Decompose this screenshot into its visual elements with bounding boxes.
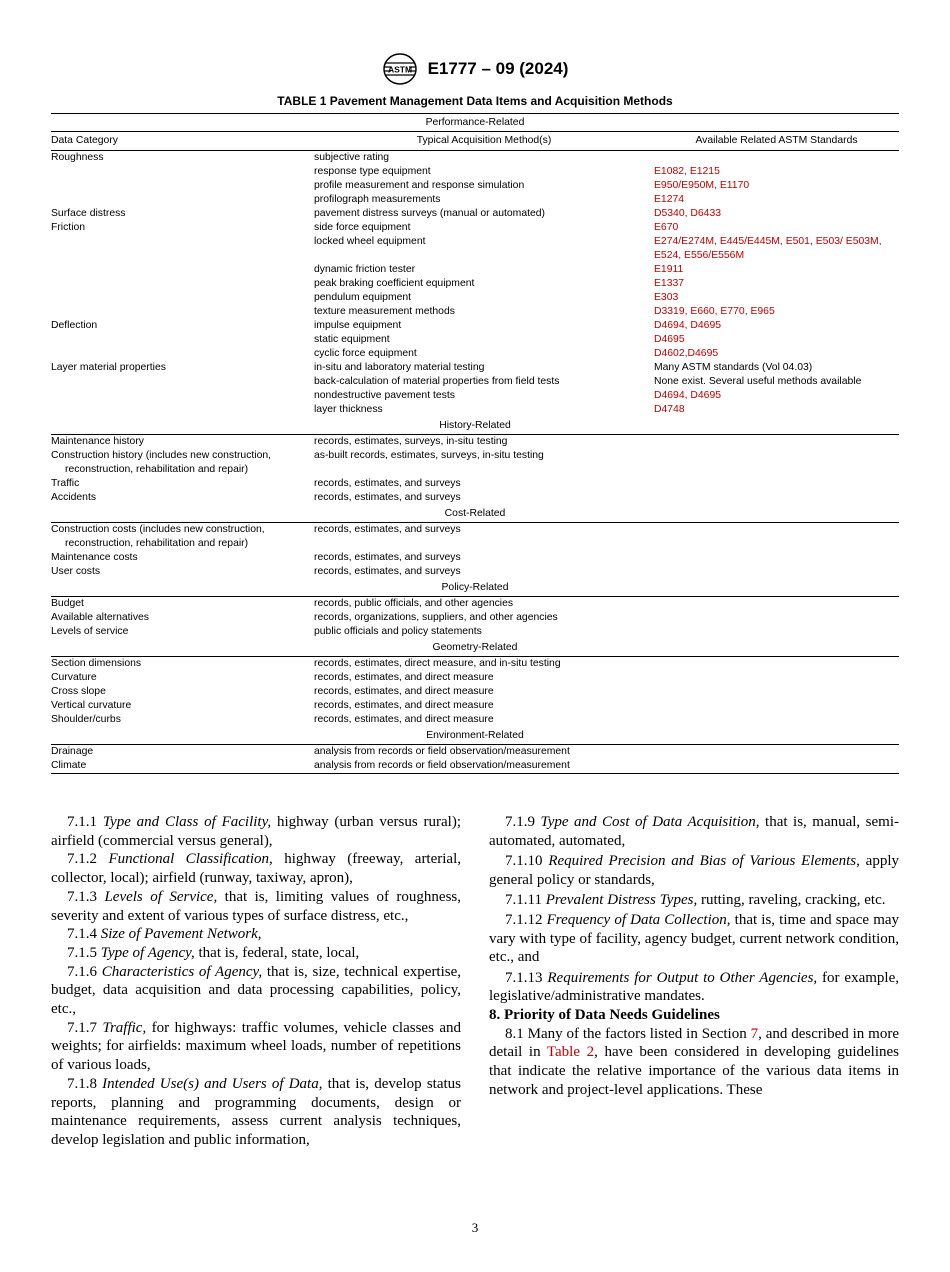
acquisition-method-cell: impulse equipment (314, 320, 402, 331)
paragraph-number: 7.1.11 (505, 891, 542, 908)
data-category-cell (51, 389, 314, 403)
astm-standards-cell: E1337 (654, 278, 685, 289)
table-row (51, 759, 899, 773)
column-header: Typical Acquisition Method(s) (416, 135, 552, 146)
astm-standards-cell: E950/E950M, E1170 (654, 180, 750, 191)
data-category-cell (51, 699, 314, 713)
astm-standards-cell: E670 (654, 222, 679, 233)
column-header: Available Related ASTM Standards (695, 135, 858, 146)
astm-standards-cell: D4695 (654, 334, 685, 345)
paragraph-number: 7.1.7 (67, 1019, 97, 1036)
acquisition-method-cell: static equipment (314, 334, 390, 345)
astm-standards-cell: E1274 (654, 194, 685, 205)
astm-standards-cell (654, 611, 899, 625)
astm-standards-cell: D4748 (654, 404, 685, 415)
document-code: E1777 – 09 (2024) (427, 59, 569, 78)
paragraph-title: Intended Use(s) and Users of Data, (102, 1075, 323, 1092)
paragraph-number: 7.1.3 (67, 888, 97, 905)
column-headers (51, 132, 899, 151)
data-category-cell (51, 235, 314, 263)
table-row (51, 523, 899, 551)
paragraph-text: that is, limiting values of roughness, severity and extent of various types of surface distress, etc., (51, 888, 462, 924)
paragraph-text: for example, legislative/administrative mandates. (489, 969, 899, 1005)
paragraph-number: 7.1.5 (67, 944, 97, 961)
astm-standards-cell (654, 699, 899, 713)
acquisition-method-cell: records, organizations, suppliers, and other agencies (314, 612, 558, 623)
paragraph-title: Type and Cost of Data Acquisition, (540, 814, 760, 830)
acquisition-method-cell: records, estimates, and surveys (314, 492, 461, 503)
data-category-text: Layer material properties (51, 362, 166, 373)
table-row (51, 221, 899, 235)
astm-standards-cell (654, 435, 899, 449)
astm-standards-cell (654, 671, 899, 685)
paragraph-text: Many of the factors listed in Section (523, 1025, 751, 1042)
data-category-cell (51, 151, 314, 165)
section-header: Environment-Related (51, 727, 899, 745)
data-category-cell (51, 347, 314, 361)
astm-standards-cell: E274/E274M, E445/E445M, E501, E503/ E503M, E524, E556/E556M (654, 236, 882, 261)
data-category-cell (51, 319, 314, 333)
astm-standards-cell (654, 523, 899, 551)
section-header: Performance-Related (51, 114, 899, 132)
table-row (51, 277, 899, 291)
paragraph-title: Requirements for Output to Other Agencies, (547, 969, 818, 986)
data-category-text: User costs (51, 566, 101, 577)
data-category-cell (51, 745, 314, 759)
astm-standards-cell (654, 625, 899, 639)
astm-standards-cell (654, 491, 899, 505)
table-row (51, 389, 899, 403)
table-row (51, 193, 899, 207)
table-row (51, 235, 899, 263)
astm-standards-cell (654, 685, 899, 699)
data-category-cell (51, 685, 314, 699)
section-7-link[interactable]: 7 (750, 1025, 759, 1042)
data-category-text: Levels of service (51, 626, 129, 637)
paragraph-text: , and described in more detail in (489, 1025, 899, 1061)
table-row (51, 263, 899, 277)
data-category-text: Cross slope (51, 686, 106, 697)
acquisition-method-cell: profilograph measurements (314, 194, 441, 205)
paragraph (51, 944, 461, 963)
table-2-link[interactable]: Table 2 (546, 1044, 595, 1061)
data-category-text: Construction costs (includes new construction, (51, 524, 265, 535)
acquisition-method-cell: records, public officials, and other agencies (314, 598, 514, 609)
data-category-cell (51, 277, 314, 291)
data-category-text: Section dimensions (51, 658, 142, 669)
acquisition-method-cell: subjective rating (314, 152, 390, 163)
data-category-cell (51, 193, 314, 207)
astm-standards-cell (654, 151, 899, 165)
data-category-cell (51, 179, 314, 193)
table-row (51, 361, 899, 375)
table-title: TABLE 1 Pavement Management Data Items and Acquisition Methods (277, 94, 673, 108)
paragraph (51, 813, 461, 850)
paragraph-number: 7.1.2 (67, 851, 97, 868)
table-row (51, 611, 899, 625)
data-category-continuation: reconstruction, rehabilitation and repair) (65, 464, 249, 475)
data-category-cell (51, 291, 314, 305)
table-row (51, 375, 899, 389)
paragraph-number: 7.1.10 (505, 852, 543, 869)
paragraph-text: highway (freeway, arterial, collector, local); airfield (runway, taxiway, apron), (51, 851, 461, 887)
acquisition-method-cell: as-built records, estimates, surveys, in-situ testing (314, 450, 544, 461)
paragraph-title: Levels of Service, (104, 888, 218, 905)
table-row (51, 403, 899, 417)
data-category-cell (51, 671, 314, 685)
data-category-text: Roughness (51, 152, 104, 163)
paragraph-text: , have been considered in developing guidelines that indicate the relative importance of the various data items in network and project-level applications. These (489, 1044, 899, 1098)
data-category-cell (51, 403, 314, 417)
data-category-cell (51, 165, 314, 179)
right-column (489, 813, 899, 1100)
paragraph-number: 7.1.8 (67, 1075, 97, 1092)
astm-standards-cell: D3319, E660, E770, E965 (654, 306, 775, 317)
data-category-cell (51, 625, 314, 639)
acquisition-method-cell: locked wheel equipment (314, 236, 426, 247)
data-category-text: Deflection (51, 320, 98, 331)
acquisition-method-cell: pendulum equipment (314, 292, 412, 303)
data-category-cell (51, 435, 314, 449)
paragraph-title: Type and Class of Facility, (102, 814, 272, 830)
astm-logo-icon (382, 52, 418, 86)
acquisition-method-cell: peak braking coefficient equipment (314, 278, 475, 289)
data-category-text: Accidents (51, 492, 97, 503)
acquisition-method-cell: analysis from records or field observation/measurement (314, 760, 570, 771)
table-row (51, 565, 899, 579)
paragraph-title: Characteristics of Agency, (101, 963, 263, 980)
astm-standards-cell (654, 713, 899, 727)
paragraph-number: 7.1.13 (505, 969, 543, 986)
paragraph (51, 963, 461, 1019)
astm-standards-cell: E303 (654, 292, 679, 303)
paragraph-8-1 (489, 1025, 899, 1100)
acquisition-method-cell: nondestructive pavement tests (314, 390, 455, 401)
table-row (51, 671, 899, 685)
table-row (51, 685, 899, 699)
table-row (51, 165, 899, 179)
table-row (51, 291, 899, 305)
astm-standards-cell (654, 565, 899, 579)
data-category-continuation: reconstruction, rehabilitation and repair) (65, 538, 249, 549)
table-row (51, 551, 899, 565)
paragraph (51, 925, 461, 944)
paragraph-number: 7.1.1 (67, 814, 97, 830)
data-category-text: Construction history (includes new construction, (51, 450, 272, 461)
table-row (51, 625, 899, 639)
paragraph-text: rutting, raveling, cracking, etc. (697, 891, 886, 908)
table-row (51, 305, 899, 319)
paragraph (51, 850, 461, 887)
astm-standards-cell (654, 657, 899, 671)
acquisition-method-cell: records, estimates, and surveys (314, 552, 461, 563)
astm-standards-cell: Many ASTM standards (Vol 04.03) (654, 362, 813, 373)
acquisition-method-cell: public officials and policy statements (314, 626, 482, 637)
astm-standards-cell (654, 449, 899, 477)
paragraph-text: for highways: traffic volumes, vehicle classes and weights; for airfields: maximum wheel loads, number of repetitions of various loads, (51, 1019, 462, 1074)
paragraph-text: that is, federal, state, local, (194, 944, 360, 961)
data-category-cell (51, 361, 314, 375)
paragraph-title: Functional Classification, (108, 851, 273, 868)
table-row (51, 319, 899, 333)
acquisition-method-cell: records, estimates, direct measure, and in-situ testing (314, 658, 561, 669)
paragraph-number: 7.1.9 (505, 814, 535, 830)
acquisition-method-cell: records, estimates, surveys, in-situ testing (314, 436, 508, 447)
data-category-text: Budget (51, 598, 84, 609)
acquisition-method-cell: records, estimates, and direct measure (314, 686, 494, 697)
data-category-cell (51, 207, 314, 221)
acquisition-method-cell: side force equipment (314, 222, 411, 233)
paragraph-title: Required Precision and Bias of Various Elements, (548, 852, 860, 869)
table-row (51, 333, 899, 347)
paragraph-title: Prevalent Distress Types, (545, 891, 698, 908)
data-category-text: Maintenance costs (51, 552, 138, 563)
table-row (51, 657, 899, 671)
svg-text:ASTM: ASTM (387, 64, 412, 75)
data-category-cell (51, 221, 314, 235)
data-category-text: Curvature (51, 672, 97, 683)
paragraph-text: that is, time and space may vary with type of facility, agency budget, current network condition, etc., and (489, 912, 900, 966)
astm-standards-cell (654, 745, 899, 759)
table-row (51, 491, 899, 505)
table-row (51, 713, 899, 727)
paragraph-text: that is, manual, semi-automated, automated, (489, 814, 899, 849)
paragraph (51, 1075, 461, 1150)
left-column (51, 813, 461, 1150)
astm-standards-cell: D5340, D6433 (654, 208, 722, 219)
table-row (51, 449, 899, 477)
data-category-text: Shoulder/curbs (51, 714, 121, 725)
paragraph-text: highway (urban versus rural); airfield (commercial versus general), (51, 814, 461, 849)
section-header: Geometry-Related (51, 639, 899, 657)
data-category-cell (51, 305, 314, 319)
data-category-cell (51, 565, 314, 579)
table-row (51, 597, 899, 611)
astm-standards-cell: E1082, E1215 (654, 166, 720, 177)
acquisition-method-cell: texture measurement methods (314, 306, 455, 317)
data-category-text: Climate (51, 760, 87, 771)
acquisition-method-cell: response type equipment (314, 166, 431, 177)
table-row (51, 207, 899, 221)
section-header: Policy-Related (51, 579, 899, 597)
astm-standards-cell (654, 597, 899, 611)
data-category-cell (51, 611, 314, 625)
astm-standards-cell (654, 477, 899, 491)
acquisition-method-cell: in-situ and laboratory material testing (314, 362, 485, 373)
astm-standards-cell: D4602,D4695 (654, 348, 719, 359)
acquisition-method-cell: records, estimates, and surveys (314, 566, 461, 577)
data-category-cell (51, 657, 314, 671)
data-table (51, 113, 899, 774)
paragraph (51, 888, 461, 925)
section-header: Cost-Related (51, 505, 899, 523)
data-category-cell (51, 375, 314, 389)
data-category-text: Surface distress (51, 208, 126, 219)
acquisition-method-cell: records, estimates, and surveys (314, 524, 461, 535)
astm-standards-cell: D4694, D4695 (654, 320, 722, 331)
acquisition-method-cell: dynamic friction tester (314, 264, 416, 275)
paragraph-title: Type of Agency, (100, 944, 195, 961)
data-category-cell (51, 551, 314, 565)
data-category-cell (51, 477, 314, 491)
acquisition-method-cell: pavement distress surveys (manual or automated) (314, 208, 546, 219)
table-row (51, 477, 899, 491)
data-category-text: Maintenance history (51, 436, 144, 447)
table-row (51, 745, 899, 759)
column-header: Data Category (51, 135, 118, 146)
table-row (51, 435, 899, 449)
data-category-cell (51, 449, 314, 477)
page-number: 3 (471, 1220, 479, 1235)
data-category-cell (51, 597, 314, 611)
acquisition-method-cell: profile measurement and response simulation (314, 180, 525, 191)
acquisition-method-cell: back-calculation of material properties from field tests (314, 376, 560, 387)
astm-standards-cell: E1911 (654, 264, 684, 275)
paragraph-title: Frequency of Data Collection, (546, 912, 731, 929)
data-category-cell (51, 759, 314, 773)
table-row (51, 699, 899, 713)
data-category-text: Friction (51, 222, 86, 233)
data-category-text: Vertical curvature (51, 700, 132, 711)
data-category-text: Drainage (51, 746, 94, 757)
paragraph (489, 891, 899, 910)
astm-standards-cell: D4694, D4695 (654, 390, 722, 401)
data-category-cell (51, 263, 314, 277)
paragraph-number: 7.1.4 (67, 926, 97, 943)
paragraph-text: apply general policy or standards, (489, 852, 899, 888)
data-category-cell (51, 491, 314, 505)
paragraph-number: 8.1 (505, 1025, 524, 1042)
paragraph (51, 1019, 461, 1075)
data-category-cell (51, 523, 314, 551)
astm-standards-cell (654, 759, 899, 773)
data-category-text: Traffic (51, 478, 80, 489)
paragraph (489, 969, 899, 1006)
paragraph-title: Traffic, (102, 1019, 147, 1036)
data-category-text: Available alternatives (51, 612, 150, 623)
data-category-cell (51, 713, 314, 727)
acquisition-method-cell: analysis from records or field observation/measurement (314, 746, 570, 757)
acquisition-method-cell: records, estimates, and direct measure (314, 714, 494, 725)
paragraph (489, 813, 899, 850)
acquisition-method-cell: records, estimates, and direct measure (314, 672, 494, 683)
table-row (51, 151, 899, 165)
astm-standards-cell: None exist. Several useful methods available (654, 376, 862, 387)
paragraph-title: Size of Pavement Network, (100, 926, 262, 943)
page-header (0, 52, 950, 86)
paragraph (489, 852, 899, 889)
paragraph-number: 7.1.12 (505, 912, 543, 929)
table-row (51, 347, 899, 361)
paragraph (489, 911, 899, 967)
acquisition-method-cell: records, estimates, and surveys (314, 478, 461, 489)
section-heading: 8. Priority of Data Needs Guidelines (489, 1007, 720, 1024)
data-category-cell (51, 333, 314, 347)
paragraph-number: 7.1.6 (67, 963, 97, 980)
paragraph-text: that is, size, technical expertise, budget, data acquisition and data processing capabilities, policy, etc., (51, 963, 462, 1018)
acquisition-method-cell: records, estimates, and direct measure (314, 700, 494, 711)
section-header: History-Related (51, 417, 899, 435)
astm-standards-cell (654, 551, 899, 565)
table-row (51, 179, 899, 193)
paragraph-text: that is, develop status reports, planning and programming documents, design or maintenance requirements, assess current analysis techniques, develop legislation and public information, (51, 1075, 461, 1148)
acquisition-method-cell: layer thickness (314, 404, 383, 415)
acquisition-method-cell: cyclic force equipment (314, 348, 417, 359)
